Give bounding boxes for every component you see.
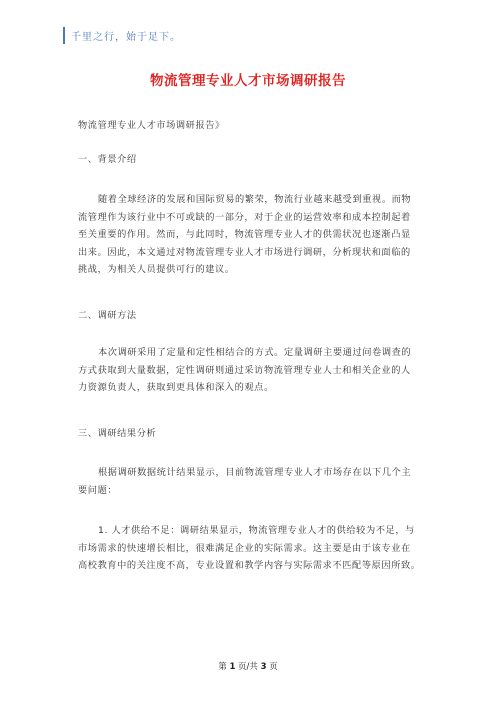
section3-intro — [78, 464, 438, 499]
section1-heading — [78, 151, 438, 169]
paragraph-line: 至关重要的作用。然而，与此同时，物流管理专业人才的供需状况也逐渐凸显 — [78, 229, 411, 240]
paragraph-line: 根据调研数据统计结果显示，目前物流管理专业人才市场存在以下几个主 — [98, 467, 412, 478]
total-page-count: 3 — [260, 662, 267, 672]
section-heading: 二、调研方法 — [78, 310, 137, 321]
header-accent-bar — [63, 27, 65, 44]
header-motto: 千里之行，始于足下。 — [71, 32, 181, 43]
section-heading: 一、背景介绍 — [78, 154, 137, 165]
paragraph-line: 市场需求的快速增长相比，很难满足企业的实际需求。这主要是由于该专业在 — [78, 542, 411, 554]
section3-item1 — [78, 522, 438, 575]
section2-heading — [78, 307, 438, 325]
current-page-number: 1 — [229, 662, 236, 672]
section3-heading — [78, 425, 438, 443]
footer-prefix: 第 — [218, 662, 230, 672]
section2-body — [78, 344, 438, 397]
page-footer — [0, 660, 496, 672]
section-heading: 三、调研结果分析 — [78, 428, 157, 439]
subtitle-line: 物流管理专业人才市场调研报告》 — [78, 120, 225, 131]
paragraph-line: 本次调研采用了定量和定性相结合的方式。定量调研主要通过问卷调查的 — [98, 347, 412, 358]
paragraph-line: 方式获取到大量数据，定性调研则通过采访物流管理专业人士和相关企业的人 — [78, 364, 411, 376]
paragraph-line: 高校教育中的关注度不高，专业设置和教学内容与实际需求不匹配等原因所致。 — [78, 560, 421, 571]
paragraph-line: 力资源负责人，获取到更具体和深入的观点。 — [78, 382, 274, 393]
paragraph-line: 随着全球经济的发展和国际贸易的繁荣，物流行业越来越受到重视。而物 — [98, 194, 412, 205]
paragraph-line: 挑战，为相关人员提供可行的建议。 — [78, 264, 235, 275]
footer-suffix: 页 — [266, 662, 278, 672]
paragraph-line: 出来。因此，本文通过对物流管理专业人才市场进行调研，分析现状和面临的 — [78, 246, 411, 258]
footer-mid: 页/共 — [235, 662, 261, 672]
document-subtitle — [78, 117, 438, 135]
paragraph-line: 流管理作为该行业中不可或缺的一部分，对于企业的运营效率和成本控制起着 — [78, 211, 411, 223]
paragraph-line: 要问题： — [78, 484, 118, 496]
document-title: 物流管理专业人才市场调研报告 — [150, 73, 346, 89]
paragraph-line: 1. 人才供给不足：调研结果显示，物流管理专业人才的供给较为不足，与 — [98, 525, 415, 536]
section1-body — [78, 191, 438, 279]
